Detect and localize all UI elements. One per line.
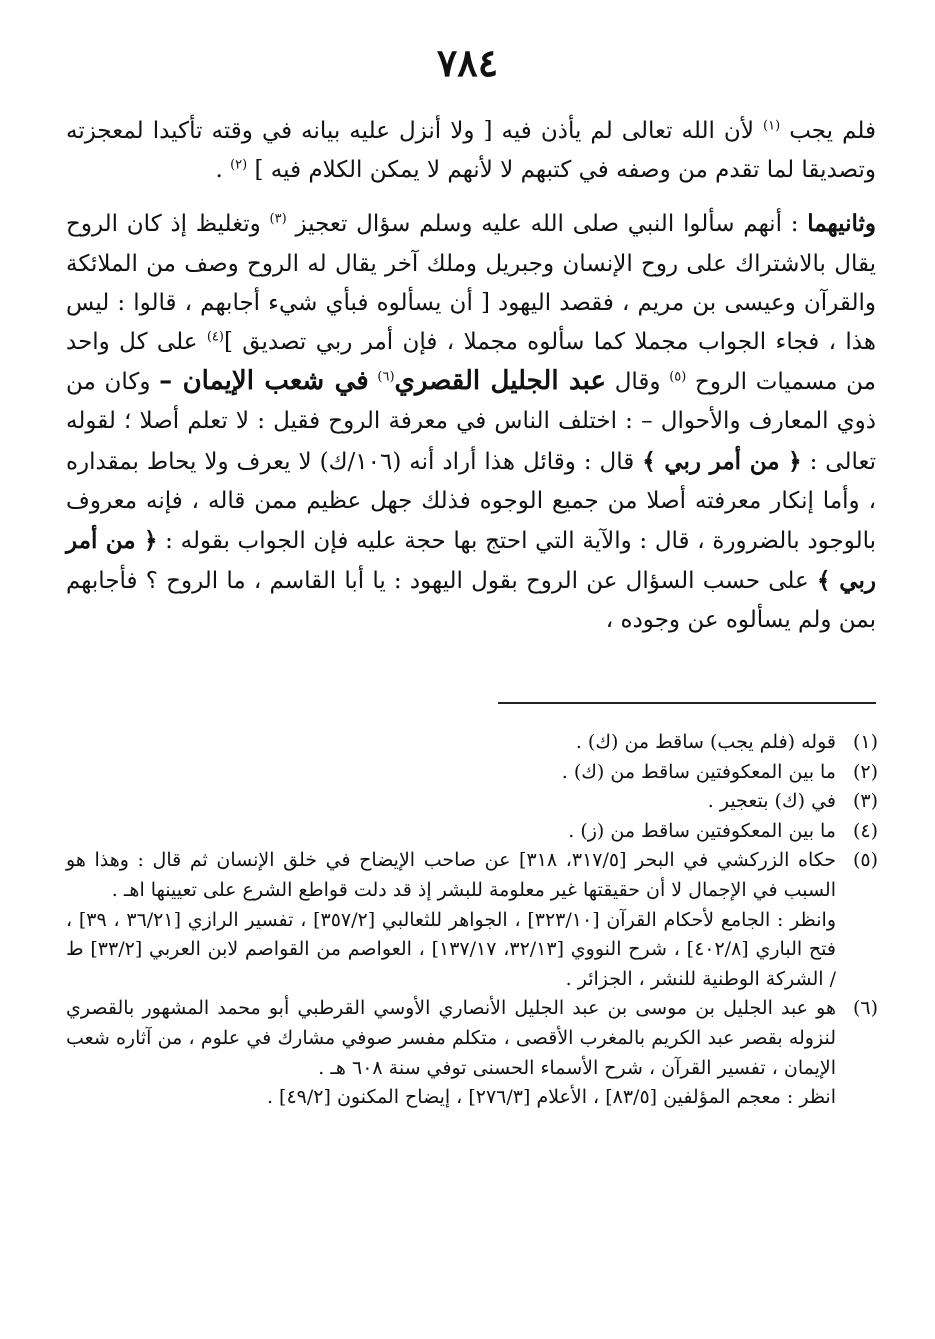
footnote-number: (٦)	[852, 997, 878, 1020]
footnote-3	[66, 787, 878, 817]
book-title: في شعب الإيمان –	[159, 366, 369, 397]
footnote-text	[66, 817, 836, 847]
footnote-number: (١)	[852, 731, 878, 753]
paragraph-2	[66, 204, 876, 640]
text-run: على حسب السؤال عن الروح بقول اليهود : يا أبا القاسم ، ما الروح ؟ فأجابهم بمن ولم يسألوه عن وجوده ،	[66, 568, 876, 634]
footnote-ref-3[interactable]: (٣)	[269, 211, 287, 227]
footnote-ref-2[interactable]: (٢)	[230, 157, 248, 173]
author-name: عبد الجليل القصري	[394, 366, 607, 397]
footnote-ref-6[interactable]: (٦)	[377, 369, 395, 385]
page-number: ٧٨٤	[436, 40, 499, 85]
footnote-number: (٤)	[852, 819, 878, 842]
footnote-line: ما بين المعكوفتين ساقط من (ز) .	[568, 819, 836, 842]
footnote-6	[66, 994, 878, 1112]
footnote-text	[66, 846, 836, 994]
footnote-text	[66, 728, 836, 758]
footnote-5	[66, 846, 878, 994]
footnote-line: قوله (فلم يجب) ساقط من (ك) .	[575, 731, 836, 753]
footnote-4	[66, 817, 878, 847]
footnote-line: حكاه الزركشي في البحر [٣١٧/٥، ٣١٨] عن صاحب الإيضاح في خلق الإنسان ثم قال : وهذا هو السبب في الإجمال لا أن حقيقتها غير معلومة للبشر إذ قد دلت قواطع الشرع على تعيينها اهـ .	[66, 849, 837, 901]
footnote-line: انظر : معجم المؤلفين [٨٣/٥] ، الأعلام [٢٧٦/٣] ، إيضاح المكنون [٤٩/٢] .	[266, 1086, 836, 1109]
text-run: لأن الله تعالى لم يأذن فيه [ ولا أنزل عليه بيانه في وقته تأكيدا لمعجزته وتصديقا لما تقدم من وصفه في كتبهم لا لأنهم لا يمكن الكلام فيه ]	[66, 118, 876, 184]
footnote-line: وانظر : الجامع لأحكام القرآن [٣٢٣/١٠] ، الجواهر للثعالبي [٣٥٧/٢] ، تفسير الرازي [٣٦/٢١ ، ٣٩] ، فتح الباري [٤٠٢/٨] ، شرح النووي [٣٢/١٣، ١٣٧/١٧] ، العواصم من القواصم لابن العربي [٣٣/٢] ط / الشركة الوطنية للنشر ، الجزائر .	[66, 908, 837, 990]
text-run: على كل واحد من مسميات الروح	[66, 329, 876, 396]
text-run: قال : وقائل هذا أراد أنه (١٠٦/ك) لا يعرف ولا يحاط بمقداره ، وأما إنكار معرفته أصلا من جميع الوجوه فذلك جهل عظيم ممن قاله ، فإنه معروف بالوجود بالضرورة ، قال : والآية التي احتج بها حجة عليه فإن الجواب بقوله :	[66, 448, 876, 555]
text-run: وقال	[606, 369, 670, 396]
text-run: .	[215, 157, 231, 184]
footnotes	[66, 728, 878, 1113]
text-run: : أنهم سألوا النبي صلى الله عليه وسلم سؤال تعجيز	[295, 211, 808, 238]
footnote-line: هو عبد الجليل بن موسى بن عبد الجليل الأنصاري الأوسي القرطبي أبو محمد المشهور بالقصري لنزوله بقصر عبد الكريم بالمغرب الأقصى ، متكلم مفسر صوفي مشارك في علوم ، من آثاره شعب الإيمان ، تفسير القرآن ، شرح الأسماء الحسنى توفي سنة ٦٠٨ هـ .	[66, 997, 836, 1079]
text-run: وكان من ذوي المعارف والأحوال – : اختلف الناس في معرفة الروح فقيل : لا تعلم أصلا ؛ لقوله تعالى :	[66, 369, 876, 475]
paragraph-1	[66, 112, 876, 190]
footnote-ref-5[interactable]: (٥)	[669, 369, 687, 385]
footnote-divider	[498, 702, 876, 704]
footnote-number: (٥)	[852, 849, 878, 872]
footnote-line: في (ك) بتعجير .	[707, 790, 836, 813]
footnote-number: (٢)	[852, 760, 878, 783]
quran-quote: ﴿ من أمر ربي ﴾	[642, 447, 802, 475]
main-text	[66, 112, 876, 641]
footnote-text	[66, 994, 836, 1112]
footnote-line: ما بين المعكوفتين ساقط من (ك) .	[561, 760, 836, 783]
footnote-1	[66, 728, 878, 758]
footnote-ref-1[interactable]: (١)	[763, 118, 781, 134]
footnote-2	[66, 758, 878, 788]
lead-word: وثانيهما	[807, 210, 876, 238]
text-run: فلم يجب	[789, 118, 877, 144]
quran-quote: ﴿ من أمر ربي ﴾	[66, 527, 876, 595]
text-run: وتغليظ إذ كان الروح يقال بالاشتراك على روح الإنسان وجبريل وملك آخر يقال له الروح وصف من الملائكة والقرآن وعيسى بن مريم ، فقصد اليهود [ أن يسألوه فبأي شيء أجابهم ، قالوا : ليس هذا ، فجاء الجواب مجملا كما سألوه مجملا ، فإن أمر ربي تصديق ]	[66, 211, 876, 356]
footnote-text	[66, 787, 836, 817]
footnote-ref-4[interactable]: (٤)	[206, 329, 224, 345]
footnote-text	[66, 758, 836, 788]
footnote-number: (٣)	[852, 790, 878, 813]
